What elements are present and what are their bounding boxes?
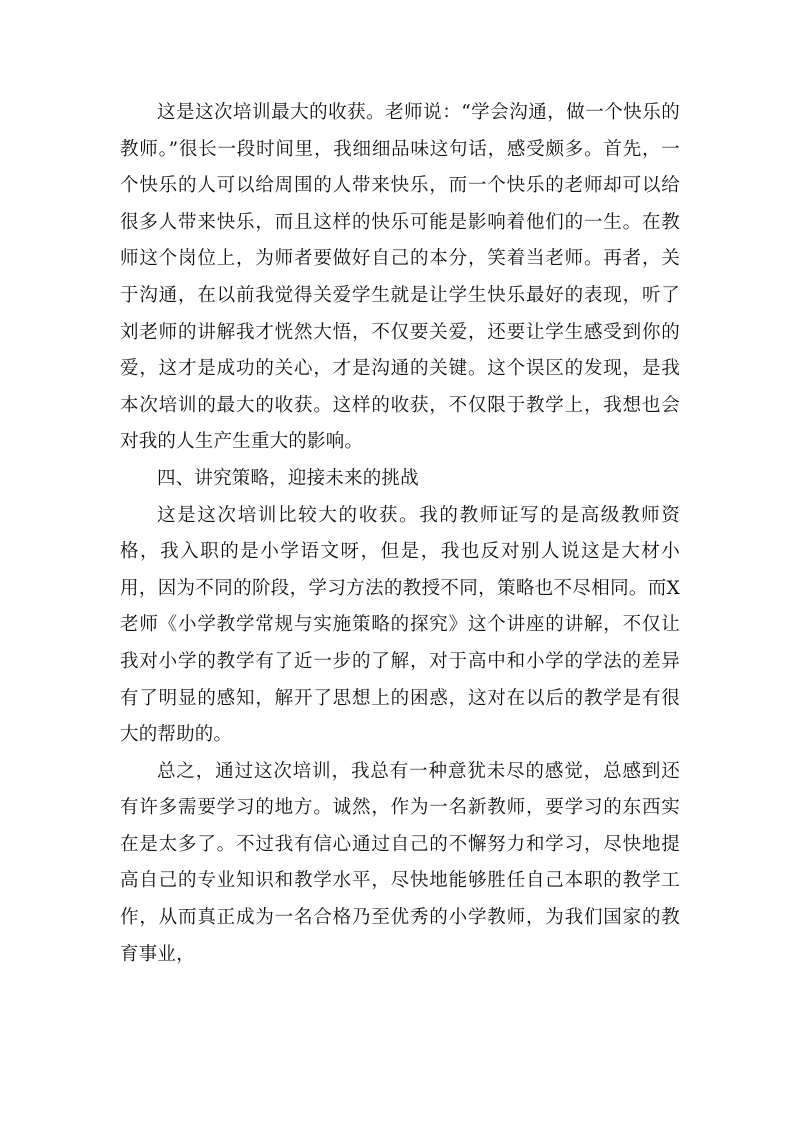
paragraph-training-harvest: 这是这次培训最大的收获。老师说：“学会沟通，做一个快乐的教师。”很长一段时间里，我细细品味这句话，感受颇多。首先，一个快乐的人可以给周围的人带来快乐，而一个快乐的老师却可以给很多人带来快乐，而且这样的快乐可能是影响着他们的一生。在教师这个岗位上，为师者要做好自己的本分，笑着当老师。再者，关于沟通，在以前我觉得关爱学生就是让学生快乐最好的表现，听了刘老师的讲解我才恍然大悟，不仅要关爱，还要让学生感受到你的爱，这才是成功的关心，才是沟通的关键。这个误区的发现，是我本次培训的最大的收获。这样的收获，不仅限于教学上，我想也会对我的人生产生重大的影响。	[120, 102, 680, 453]
document-body	[120, 95, 680, 973]
paragraph-strategy: 这是这次培训比较大的收获。我的教师证写的是高级教师资格，我入职的是小学语文呀，但是，我也反对别人说这是大材小用，因为不同的阶段，学习方法的教授不同，策略也不尽相同。而X老师《小学教学常规与实施策略的探究》这个讲座的讲解，不仅让我对小学的教学有了近一步的了解，对于高中和小学的学法的差异有了明显的感知，解开了思想上的困惑，这对在以后的教学是有很大的帮助的。	[120, 504, 680, 746]
paragraph-conclusion: 总之，通过这次培训，我总有一种意犹未尽的感觉，总感到还有许多需要学习的地方。诚然，作为一名新教师，要学习的东西实在是太多了。不过我有信心通过自己的不懈努力和学习，尽快地提高自己的专业知识和教学水平，尽快地能够胜任自己本职的教学工作，从而真正成为一名合格乃至优秀的小学教师，为我们国家的教育事业，	[120, 760, 680, 965]
section-heading-strategy: 四、讲究策略，迎接未来的挑战	[157, 467, 419, 489]
